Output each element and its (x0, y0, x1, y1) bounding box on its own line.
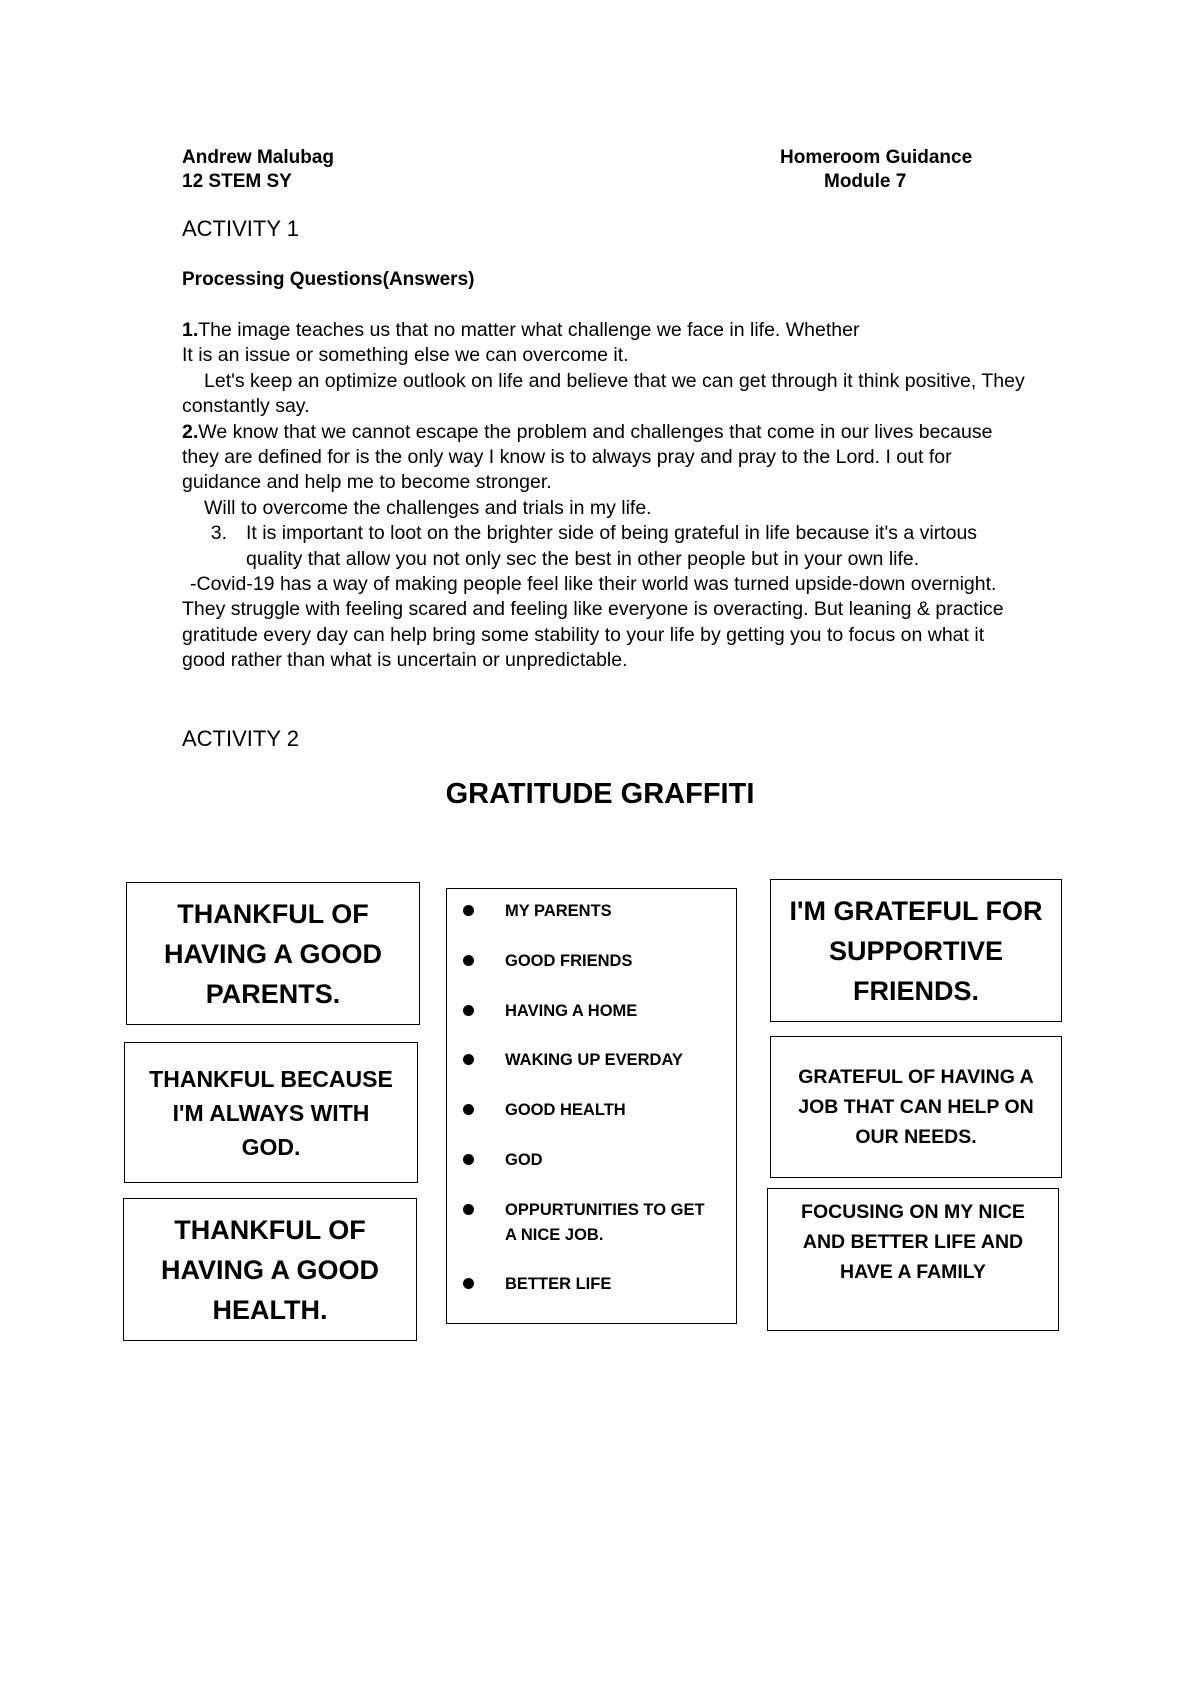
activity1-answers (182, 318, 1032, 674)
graffiti-box-supportive-friends: I'M GRATEFUL FOR SUPPORTIVE FRIENDS. (770, 879, 1062, 1022)
subject-title: Homeroom Guidance (780, 147, 973, 168)
answer-1-line2: It is an issue or something else we can overcome it. (182, 344, 629, 367)
graffiti-box-good-parents: THANKFUL OF HAVING A GOOD PARENTS. (126, 882, 420, 1025)
list-item: GOD (463, 1148, 725, 1173)
gratitude-graffiti-title: GRATITUDE GRAFFITI (445, 778, 755, 810)
student-section: 12 STEM SY (182, 171, 292, 192)
answer-1: 1.The image teaches us that no matter what challenge we face in life. Whether (182, 319, 860, 341)
answer-2: 2.We know that we cannot escape the problem and challenges that come in our lives because they are defined for is the only way I know is to always pray and pray to the Lord. I out for guidance and help me to become stronger. (182, 420, 993, 494)
module-label: Module 7 (824, 171, 907, 192)
gratitude-list-box (446, 888, 737, 1324)
processing-questions-heading: Processing Questions(Answers) (182, 269, 475, 290)
student-name: Andrew Malubag (182, 147, 335, 168)
bullet-icon (463, 1204, 474, 1215)
list-item: MY PARENTS (463, 899, 725, 924)
list-item: BETTER LIFE (463, 1272, 725, 1297)
answer-3-paragraph2: -Covid-19 has a way of making people feel like their world was turned upside-down overnight. They struggle with feeling scared and feeling like everyone is overacting. But leaning & practice gratitude every day can help bring some stability to your life by getting you to focus on what it good rather than what is uncertain or unpredictable. (182, 573, 1004, 672)
list-item: OPPURTUNITIES TO GET A NICE JOB. (463, 1198, 715, 1248)
graffiti-box-always-with-god: THANKFUL BECAUSE I'M ALWAYS WITH GOD. (124, 1042, 418, 1183)
bullet-icon (463, 1104, 474, 1115)
answer-2-paragraph2: Will to overcome the challenges and trials in my life. (204, 496, 652, 519)
list-item: WAKING UP EVERDAY (463, 1048, 725, 1073)
graffiti-box-good-health: THANKFUL OF HAVING A GOOD HEALTH. (123, 1198, 417, 1341)
bullet-icon (463, 1154, 474, 1165)
answer-3: 3. It is important to loot on the brighter side of being grateful in life because it's a virtous quality that allow you not only sec the best in other people but in your own life. (210, 522, 978, 570)
list-item: GOOD HEALTH (463, 1098, 725, 1123)
bullet-icon (463, 905, 474, 916)
activity2-heading: ACTIVITY 2 (182, 726, 299, 751)
bullet-icon (463, 955, 474, 966)
bullet-icon (463, 1005, 474, 1016)
bullet-icon (463, 1278, 474, 1289)
graffiti-box-job: GRATEFUL OF HAVING A JOB THAT CAN HELP ON OUR NEEDS. (770, 1036, 1062, 1178)
graffiti-box-better-life: FOCUSING ON MY NICE AND BETTER LIFE AND HAVE A FAMILY (767, 1188, 1059, 1331)
bullet-icon (463, 1054, 474, 1065)
list-item: GOOD FRIENDS (463, 949, 725, 974)
answer-1-paragraph2: Let's keep an optimize outlook on life and believe that we can get through it think positive, They constantly say. (182, 369, 1025, 418)
list-item: HAVING A HOME (463, 999, 725, 1024)
activity1-heading: ACTIVITY 1 (182, 216, 299, 241)
